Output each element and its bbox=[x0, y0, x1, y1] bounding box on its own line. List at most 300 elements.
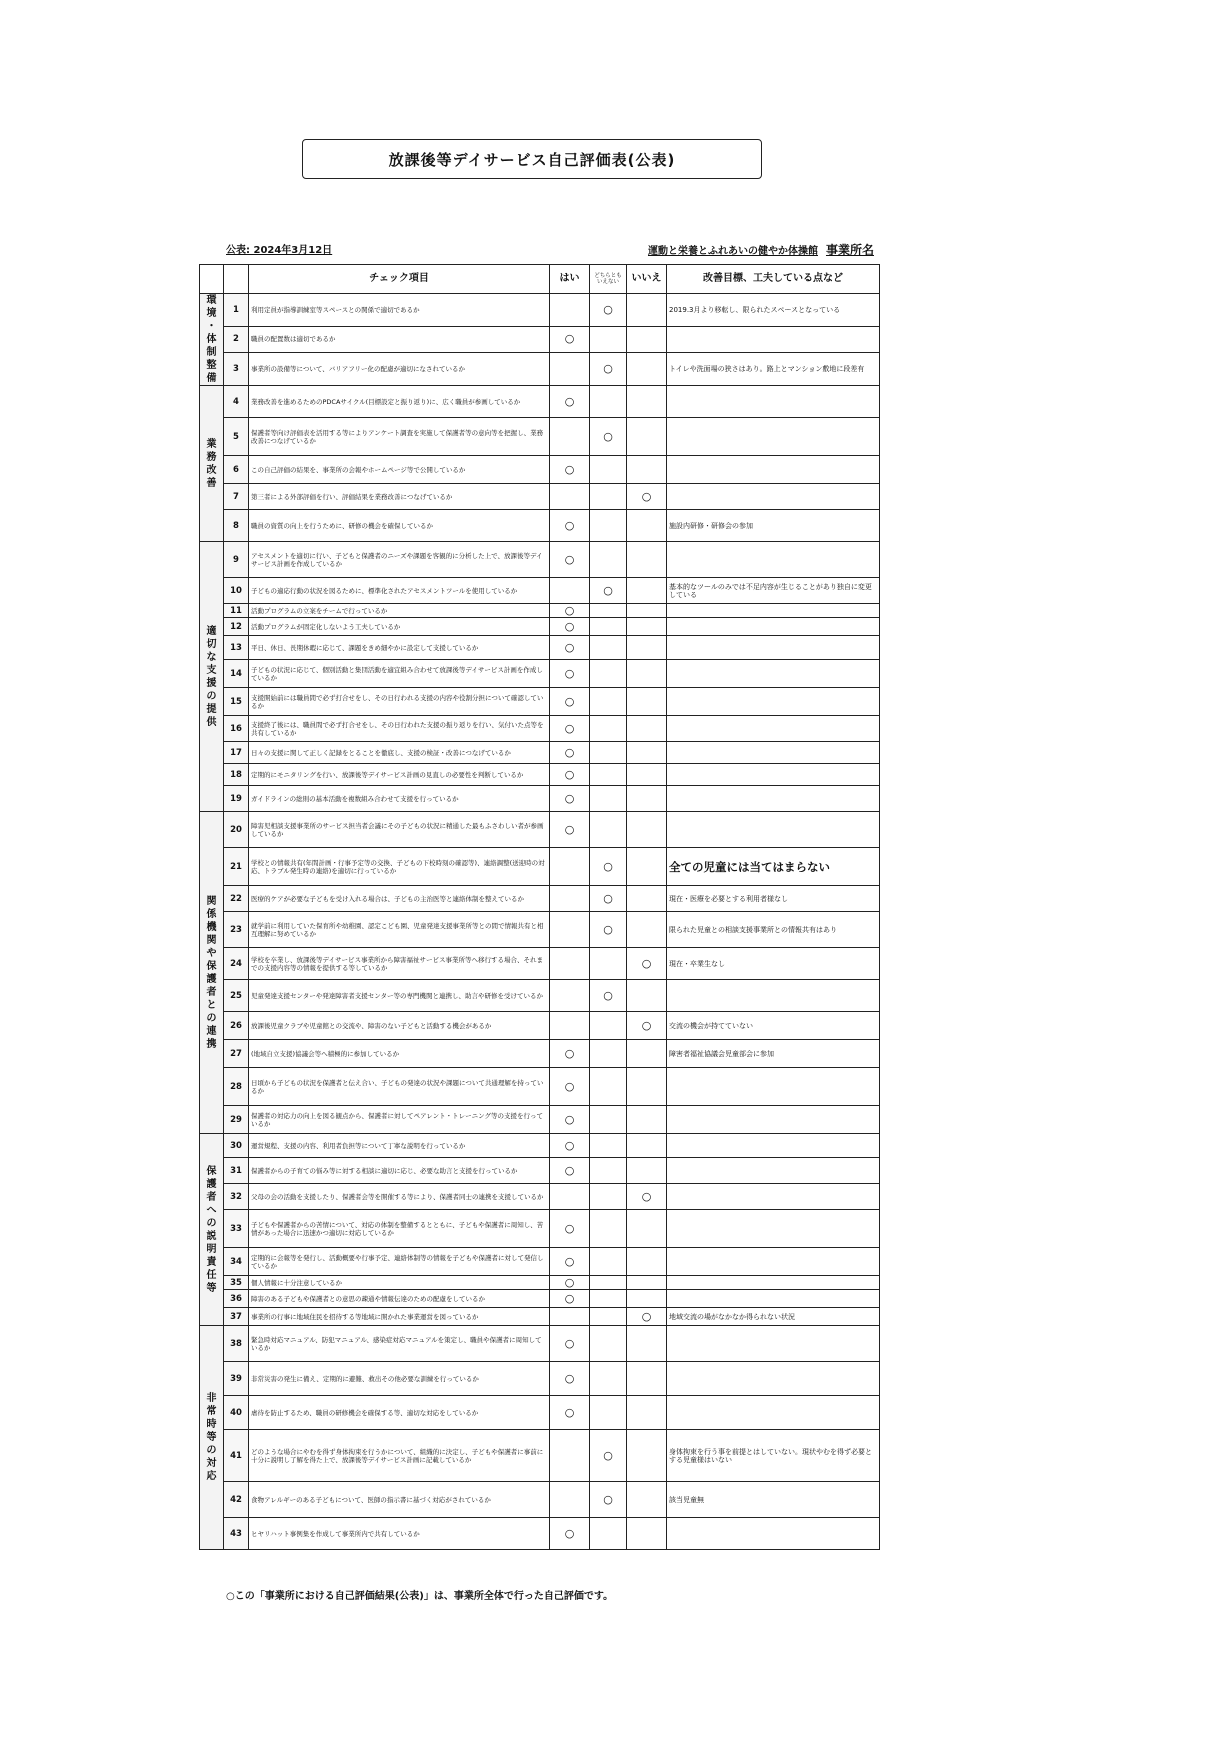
item-text: どのような場合にやむを得ず身体拘束を行うかについて、組織的に決定し、子どもや保護者に事前に十分に説明し了解を得た上で、放課後等デイサービス計画に記載しているか bbox=[249, 1430, 550, 1482]
office-prefix: 運動と栄養とふれあいの健やか体操館 bbox=[647, 246, 818, 257]
item-number: 21 bbox=[224, 848, 249, 886]
item-text: 業務改善を進めるためのPDCAサイクル(目標設定と振り返り)に、広く職員が参画しているか bbox=[249, 386, 550, 418]
office-name bbox=[648, 241, 874, 258]
item-text: 児童発達支援センターや発達障害者支援センター等の専門機関と連携し、助言や研修を受けているか bbox=[249, 980, 550, 1012]
answer-yes: ○ bbox=[550, 1326, 590, 1362]
answer-neither bbox=[590, 1276, 627, 1290]
answer-yes bbox=[550, 352, 590, 385]
answer-no bbox=[627, 1068, 667, 1106]
item-note: 限られた児童との相談支援事業所との情報共有はあり bbox=[667, 912, 880, 948]
table-row bbox=[200, 1158, 880, 1184]
item-note bbox=[667, 456, 880, 484]
answer-yes: ○ bbox=[550, 812, 590, 848]
table-row bbox=[200, 1276, 880, 1290]
answer-yes: ○ bbox=[550, 510, 590, 542]
item-note bbox=[667, 636, 880, 660]
item-note bbox=[667, 1248, 880, 1276]
table-row bbox=[200, 484, 880, 510]
item-number: 3 bbox=[224, 352, 249, 385]
answer-neither bbox=[590, 618, 627, 636]
answer-yes: ○ bbox=[550, 386, 590, 418]
item-note: 現在・卒業生なし bbox=[667, 948, 880, 980]
answer-neither bbox=[590, 327, 627, 353]
item-text: 事業所の行事に地域住民を招待する等地域に開かれた事業運営を図っているか bbox=[249, 1308, 550, 1326]
table-row bbox=[200, 386, 880, 418]
page-title: 放課後等デイサービス自己評価表(公表) bbox=[302, 139, 762, 179]
table-row bbox=[200, 327, 880, 353]
answer-yes: ○ bbox=[550, 1248, 590, 1276]
answer-neither: ○ bbox=[590, 980, 627, 1012]
header-neither: どちらともいえない bbox=[590, 265, 627, 294]
table-row bbox=[200, 418, 880, 456]
item-note bbox=[667, 1396, 880, 1430]
item-text: 医療的ケアが必要な子どもを受け入れる場合は、子どもの主治医等と連絡体制を整えているか bbox=[249, 886, 550, 912]
table-header bbox=[200, 265, 880, 294]
answer-neither bbox=[590, 742, 627, 764]
table-row bbox=[200, 742, 880, 764]
answer-yes: ○ bbox=[550, 327, 590, 353]
item-number: 11 bbox=[224, 604, 249, 618]
answer-yes: ○ bbox=[550, 1158, 590, 1184]
answer-no bbox=[627, 510, 667, 542]
answer-no: ○ bbox=[627, 1012, 667, 1040]
item-note bbox=[667, 716, 880, 742]
answer-yes bbox=[550, 912, 590, 948]
item-number: 2 bbox=[224, 327, 249, 353]
answer-neither: ○ bbox=[590, 352, 627, 385]
item-number: 30 bbox=[224, 1134, 249, 1158]
header-yes: はい bbox=[550, 265, 590, 294]
answer-no bbox=[627, 1482, 667, 1518]
item-note bbox=[667, 1362, 880, 1396]
item-text: 子どもの状況に応じて、個別活動と集団活動を適宜組み合わせて放課後等デイサービス計画を作成しているか bbox=[249, 660, 550, 688]
item-note: 現在・医療を必要とする利用者様なし bbox=[667, 886, 880, 912]
item-text: 職員の配置数は適切であるか bbox=[249, 327, 550, 353]
item-text: 虐待を防止するため、職員の研修機会を確保する等、適切な対応をしているか bbox=[249, 1396, 550, 1430]
item-note: 基本的なツールのみでは不足内容が生じることがあり独自に変更している bbox=[667, 578, 880, 604]
item-note bbox=[667, 327, 880, 353]
item-note bbox=[667, 418, 880, 456]
item-note bbox=[667, 1276, 880, 1290]
answer-neither bbox=[590, 484, 627, 510]
answer-no bbox=[627, 848, 667, 886]
item-text: 子どもの適応行動の状況を図るために、標準化されたアセスメントツールを使用しているか bbox=[249, 578, 550, 604]
item-number: 25 bbox=[224, 980, 249, 1012]
item-text: (地域自立支援)協議会等へ積極的に参加しているか bbox=[249, 1040, 550, 1068]
item-note bbox=[667, 484, 880, 510]
answer-neither: ○ bbox=[590, 1430, 627, 1482]
header-item: チェック項目 bbox=[249, 265, 550, 294]
item-text: 障害児相談支援事業所のサービス担当者会議にその子どもの状況に精通した最もふさわしい者が参画しているか bbox=[249, 812, 550, 848]
table-row bbox=[200, 716, 880, 742]
answer-no bbox=[627, 912, 667, 948]
answer-no bbox=[627, 1396, 667, 1430]
header-no: いいえ bbox=[627, 265, 667, 294]
answer-yes: ○ bbox=[550, 660, 590, 688]
published-date: 公表: 2024年3月12日 bbox=[226, 245, 333, 256]
item-note bbox=[667, 1184, 880, 1210]
answer-yes: ○ bbox=[550, 1210, 590, 1248]
answer-no bbox=[627, 352, 667, 385]
item-note: 身体拘束を行う事を前提とはしていない。現状やむを得ず必要とする児童様はいない bbox=[667, 1430, 880, 1482]
item-number: 31 bbox=[224, 1158, 249, 1184]
answer-no bbox=[627, 542, 667, 578]
answer-neither bbox=[590, 1068, 627, 1106]
item-note: 2019.3月より移転し、限られたスペースとなっている bbox=[667, 294, 880, 327]
answer-no bbox=[627, 618, 667, 636]
item-note bbox=[667, 604, 880, 618]
table-row bbox=[200, 1362, 880, 1396]
answer-yes bbox=[550, 886, 590, 912]
item-number: 40 bbox=[224, 1396, 249, 1430]
item-note bbox=[667, 1106, 880, 1134]
answer-neither bbox=[590, 812, 627, 848]
answer-yes: ○ bbox=[550, 618, 590, 636]
item-text: ヒヤリハット事例集を作成して事業所内で共有しているか bbox=[249, 1518, 550, 1550]
item-text: 就学前に利用していた保育所や幼稚園、認定こども園、児童発達支援事業所等との間で情報共有と相互理解に努めているか bbox=[249, 912, 550, 948]
answer-neither bbox=[590, 1158, 627, 1184]
table-row bbox=[200, 294, 880, 327]
item-note bbox=[667, 1518, 880, 1550]
item-number: 41 bbox=[224, 1430, 249, 1482]
table-row bbox=[200, 456, 880, 484]
item-text: 父母の会の活動を支援したり、保護者会等を開催する等により、保護者同士の連携を支援しているか bbox=[249, 1184, 550, 1210]
item-number: 34 bbox=[224, 1248, 249, 1276]
item-number: 5 bbox=[224, 418, 249, 456]
table-row bbox=[200, 948, 880, 980]
item-text: 日頃から子どもの状況を保護者と伝え合い、子どもの発達の状況や課題について共通理解を持っているか bbox=[249, 1068, 550, 1106]
item-text: 平日、休日、長期休暇に応じて、課題をきめ細やかに設定して支援しているか bbox=[249, 636, 550, 660]
table-row bbox=[200, 1290, 880, 1308]
answer-yes: ○ bbox=[550, 542, 590, 578]
table-row bbox=[200, 786, 880, 812]
item-note bbox=[667, 618, 880, 636]
item-text: 障害のある子どもや保護者との意思の疎通や情報伝達のための配慮をしているか bbox=[249, 1290, 550, 1308]
table-row bbox=[200, 812, 880, 848]
answer-no bbox=[627, 1362, 667, 1396]
answer-no bbox=[627, 1290, 667, 1308]
table-row bbox=[200, 1518, 880, 1550]
item-text: 活動プログラムが固定化しないよう工夫しているか bbox=[249, 618, 550, 636]
item-number: 20 bbox=[224, 812, 249, 848]
item-note bbox=[667, 742, 880, 764]
answer-neither bbox=[590, 604, 627, 618]
table-row bbox=[200, 618, 880, 636]
answer-no bbox=[627, 786, 667, 812]
answer-yes bbox=[550, 1184, 590, 1210]
item-text: 支援開始前には職員間で必ず打合せをし、その日行われる支援の内容や役割分担について確認しているか bbox=[249, 688, 550, 716]
item-number: 7 bbox=[224, 484, 249, 510]
item-text: 放課後児童クラブや児童館との交流や、障害のない子どもと活動する機会があるか bbox=[249, 1012, 550, 1040]
answer-neither bbox=[590, 1040, 627, 1068]
answer-neither bbox=[590, 386, 627, 418]
item-note: 地域交流の場がなかなか得られない状況 bbox=[667, 1308, 880, 1326]
answer-yes bbox=[550, 980, 590, 1012]
table-row bbox=[200, 688, 880, 716]
item-text: 学校を卒業し、放課後等デイサービス事業所から障害福祉サービス事業所等へ移行する場合、それまでの支援内容等の情報を提供する等しているか bbox=[249, 948, 550, 980]
item-number: 10 bbox=[224, 578, 249, 604]
answer-neither bbox=[590, 716, 627, 742]
answer-neither bbox=[590, 1210, 627, 1248]
answer-no bbox=[627, 1040, 667, 1068]
answer-no bbox=[627, 742, 667, 764]
table-row bbox=[200, 660, 880, 688]
answer-neither bbox=[590, 510, 627, 542]
answer-yes: ○ bbox=[550, 1362, 590, 1396]
item-number: 38 bbox=[224, 1326, 249, 1362]
table-row bbox=[200, 1106, 880, 1134]
item-number: 6 bbox=[224, 456, 249, 484]
item-number: 24 bbox=[224, 948, 249, 980]
item-number: 1 bbox=[224, 294, 249, 327]
header-note: 改善目標、工夫している点など bbox=[667, 265, 880, 294]
answer-yes: ○ bbox=[550, 1276, 590, 1290]
item-text: 定期的に会報等を発行し、活動概要や行事予定、連絡体制等の情報を子どもや保護者に対して発信しているか bbox=[249, 1248, 550, 1276]
answer-no bbox=[627, 1326, 667, 1362]
answer-yes: ○ bbox=[550, 1040, 590, 1068]
item-number: 4 bbox=[224, 386, 249, 418]
item-text: 子どもや保護者からの苦情について、対応の体制を整備するとともに、子どもや保護者に周知し、苦情があった場合に迅速かつ適切に対応しているか bbox=[249, 1210, 550, 1248]
header-category bbox=[200, 265, 224, 294]
table-body bbox=[200, 294, 880, 1550]
table-row bbox=[200, 578, 880, 604]
answer-neither bbox=[590, 1134, 627, 1158]
item-number: 14 bbox=[224, 660, 249, 688]
answer-neither bbox=[590, 1518, 627, 1550]
item-number: 19 bbox=[224, 786, 249, 812]
item-number: 18 bbox=[224, 764, 249, 786]
item-text: 非常災害の発生に備え、定期的に避難、救出その他必要な訓練を行っているか bbox=[249, 1362, 550, 1396]
answer-neither bbox=[590, 660, 627, 688]
answer-neither: ○ bbox=[590, 578, 627, 604]
answer-neither bbox=[590, 1290, 627, 1308]
category-label: 業 務 改 善 bbox=[200, 386, 224, 542]
item-number: 29 bbox=[224, 1106, 249, 1134]
item-note bbox=[667, 688, 880, 716]
item-text: この自己評価の結果を、事業所の会報やホームページ等で公開しているか bbox=[249, 456, 550, 484]
category-label: 環 境 ・ 体 制 整 備 bbox=[200, 294, 224, 386]
answer-yes bbox=[550, 848, 590, 886]
answer-yes: ○ bbox=[550, 604, 590, 618]
answer-neither bbox=[590, 456, 627, 484]
answer-no bbox=[627, 294, 667, 327]
answer-no bbox=[627, 980, 667, 1012]
evaluation-table bbox=[199, 264, 880, 1550]
table-row bbox=[200, 980, 880, 1012]
answer-no bbox=[627, 886, 667, 912]
item-number: 12 bbox=[224, 618, 249, 636]
answer-no bbox=[627, 1106, 667, 1134]
answer-yes bbox=[550, 418, 590, 456]
answer-no bbox=[627, 1210, 667, 1248]
item-note: 障害者福祉協議会児童部会に参加 bbox=[667, 1040, 880, 1068]
answer-yes bbox=[550, 1012, 590, 1040]
answer-yes bbox=[550, 1482, 590, 1518]
item-text: 個人情報に十分注意しているか bbox=[249, 1276, 550, 1290]
answer-no bbox=[627, 660, 667, 688]
answer-no bbox=[627, 1134, 667, 1158]
item-number: 16 bbox=[224, 716, 249, 742]
item-number: 13 bbox=[224, 636, 249, 660]
answer-no bbox=[627, 636, 667, 660]
item-note bbox=[667, 1134, 880, 1158]
answer-no bbox=[627, 456, 667, 484]
item-note: 交流の機会が持てていない bbox=[667, 1012, 880, 1040]
item-number: 35 bbox=[224, 1276, 249, 1290]
item-note: 施設内研修・研修会の参加 bbox=[667, 510, 880, 542]
item-text: 運営規程、支援の内容、利用者負担等について丁寧な説明を行っているか bbox=[249, 1134, 550, 1158]
answer-no bbox=[627, 327, 667, 353]
item-text: 保護者の対応力の向上を図る観点から、保護者に対してペアレント・トレーニング等の支援を行っているか bbox=[249, 1106, 550, 1134]
answer-no: ○ bbox=[627, 1184, 667, 1210]
table-row bbox=[200, 1326, 880, 1362]
item-text: 緊急時対応マニュアル、防犯マニュアル、感染症対応マニュアルを策定し、職員や保護者に周知しているか bbox=[249, 1326, 550, 1362]
answer-yes: ○ bbox=[550, 1134, 590, 1158]
answer-no bbox=[627, 1276, 667, 1290]
answer-neither bbox=[590, 636, 627, 660]
category-label: 非 常 時 等 の 対 応 bbox=[200, 1326, 224, 1550]
answer-neither bbox=[590, 1362, 627, 1396]
category-label: 適 切 な 支 援 の 提 供 bbox=[200, 542, 224, 812]
table-row bbox=[200, 636, 880, 660]
answer-yes bbox=[550, 1308, 590, 1326]
answer-yes bbox=[550, 294, 590, 327]
item-number: 43 bbox=[224, 1518, 249, 1550]
answer-yes: ○ bbox=[550, 1518, 590, 1550]
item-text: 事業所の設備等について、バリアフリー化の配慮が適切になされているか bbox=[249, 352, 550, 385]
answer-yes: ○ bbox=[550, 786, 590, 812]
item-number: 23 bbox=[224, 912, 249, 948]
item-number: 42 bbox=[224, 1482, 249, 1518]
answer-yes bbox=[550, 578, 590, 604]
answer-no bbox=[627, 688, 667, 716]
answer-yes: ○ bbox=[550, 764, 590, 786]
answer-neither bbox=[590, 1396, 627, 1430]
answer-neither bbox=[590, 1308, 627, 1326]
answer-no bbox=[627, 604, 667, 618]
answer-yes: ○ bbox=[550, 688, 590, 716]
answer-yes: ○ bbox=[550, 1396, 590, 1430]
answer-neither: ○ bbox=[590, 848, 627, 886]
answer-neither: ○ bbox=[590, 912, 627, 948]
table-row bbox=[200, 604, 880, 618]
table-row bbox=[200, 352, 880, 385]
answer-neither bbox=[590, 1248, 627, 1276]
answer-no bbox=[627, 1248, 667, 1276]
table-row bbox=[200, 1068, 880, 1106]
answer-neither: ○ bbox=[590, 294, 627, 327]
item-text: 保護者からの子育ての悩み等に対する相談に適切に応じ、必要な助言と支援を行っているか bbox=[249, 1158, 550, 1184]
answer-no: ○ bbox=[627, 948, 667, 980]
item-note bbox=[667, 660, 880, 688]
table-row bbox=[200, 1308, 880, 1326]
answer-no bbox=[627, 1158, 667, 1184]
header-number bbox=[224, 265, 249, 294]
table-row bbox=[200, 912, 880, 948]
item-text: 支援終了後には、職員間で必ず打合せをし、その日行われた支援の振り返りを行い、気付いた点等を共有しているか bbox=[249, 716, 550, 742]
item-text: 定期的にモニタリングを行い、放課後等デイサービス計画の見直しの必要性を判断しているか bbox=[249, 764, 550, 786]
answer-yes bbox=[550, 1430, 590, 1482]
answer-no bbox=[627, 1430, 667, 1482]
answer-neither bbox=[590, 786, 627, 812]
table-row bbox=[200, 1012, 880, 1040]
answer-no bbox=[627, 1518, 667, 1550]
item-text: 職員の資質の向上を行うために、研修の機会を確保しているか bbox=[249, 510, 550, 542]
item-number: 17 bbox=[224, 742, 249, 764]
answer-neither bbox=[590, 1184, 627, 1210]
item-text: 保護者等向け評価表を活用する等によりアンケート調査を実施して保護者等の意向等を把握し、業務改善につなげているか bbox=[249, 418, 550, 456]
answer-no bbox=[627, 418, 667, 456]
category-label: 保 護 者 へ の 説 明 責 任 等 bbox=[200, 1134, 224, 1326]
item-note bbox=[667, 980, 880, 1012]
table-row bbox=[200, 1210, 880, 1248]
item-text: アセスメントを適切に行い、子どもと保護者のニーズや課題を客観的に分析した上で、放課後等デイサービス計画を作成しているか bbox=[249, 542, 550, 578]
category-label: 関 係 機 関 や 保 護 者 と の 連 携 bbox=[200, 812, 224, 1134]
table-row bbox=[200, 764, 880, 786]
answer-yes: ○ bbox=[550, 742, 590, 764]
answer-yes: ○ bbox=[550, 1290, 590, 1308]
answer-neither bbox=[590, 688, 627, 716]
answer-neither: ○ bbox=[590, 1482, 627, 1518]
item-text: 食物アレルギーのある子どもについて、医師の指示書に基づく対応がされているか bbox=[249, 1482, 550, 1518]
item-text: 学校との情報共有(年間計画・行事予定等の交換、子どもの下校時刻の確認等)、連絡調整(送迎時の対応、トラブル発生時の連絡)を適切に行っているか bbox=[249, 848, 550, 886]
item-text: 日々の支援に関して正しく記録をとることを徹底し、支援の検証・改善につなげているか bbox=[249, 742, 550, 764]
answer-no bbox=[627, 716, 667, 742]
answer-yes: ○ bbox=[550, 636, 590, 660]
answer-neither bbox=[590, 1106, 627, 1134]
item-note: 該当児童無 bbox=[667, 1482, 880, 1518]
office-label: 事業所名 bbox=[825, 243, 874, 257]
answer-yes: ○ bbox=[550, 716, 590, 742]
answer-neither bbox=[590, 1012, 627, 1040]
answer-neither bbox=[590, 948, 627, 980]
answer-yes bbox=[550, 948, 590, 980]
item-number: 33 bbox=[224, 1210, 249, 1248]
item-number: 15 bbox=[224, 688, 249, 716]
answer-yes: ○ bbox=[550, 1106, 590, 1134]
item-number: 39 bbox=[224, 1362, 249, 1396]
item-note bbox=[667, 786, 880, 812]
item-note bbox=[667, 1210, 880, 1248]
answer-no bbox=[627, 386, 667, 418]
item-text: 利用定員が指導訓練室等スペースとの関係で適切であるか bbox=[249, 294, 550, 327]
table-row bbox=[200, 1482, 880, 1518]
answer-yes: ○ bbox=[550, 456, 590, 484]
item-note bbox=[667, 1158, 880, 1184]
answer-no bbox=[627, 764, 667, 786]
item-note bbox=[667, 812, 880, 848]
item-note bbox=[667, 1290, 880, 1308]
answer-neither: ○ bbox=[590, 886, 627, 912]
table-row bbox=[200, 1040, 880, 1068]
item-note bbox=[667, 764, 880, 786]
item-note bbox=[667, 386, 880, 418]
table-row bbox=[200, 1248, 880, 1276]
table-row bbox=[200, 542, 880, 578]
item-number: 32 bbox=[224, 1184, 249, 1210]
answer-no bbox=[627, 578, 667, 604]
item-number: 8 bbox=[224, 510, 249, 542]
item-number: 27 bbox=[224, 1040, 249, 1068]
table-row bbox=[200, 1184, 880, 1210]
table-row bbox=[200, 510, 880, 542]
table-row bbox=[200, 1396, 880, 1430]
answer-neither bbox=[590, 1326, 627, 1362]
item-note bbox=[667, 542, 880, 578]
item-number: 37 bbox=[224, 1308, 249, 1326]
table-row bbox=[200, 848, 880, 886]
item-number: 26 bbox=[224, 1012, 249, 1040]
